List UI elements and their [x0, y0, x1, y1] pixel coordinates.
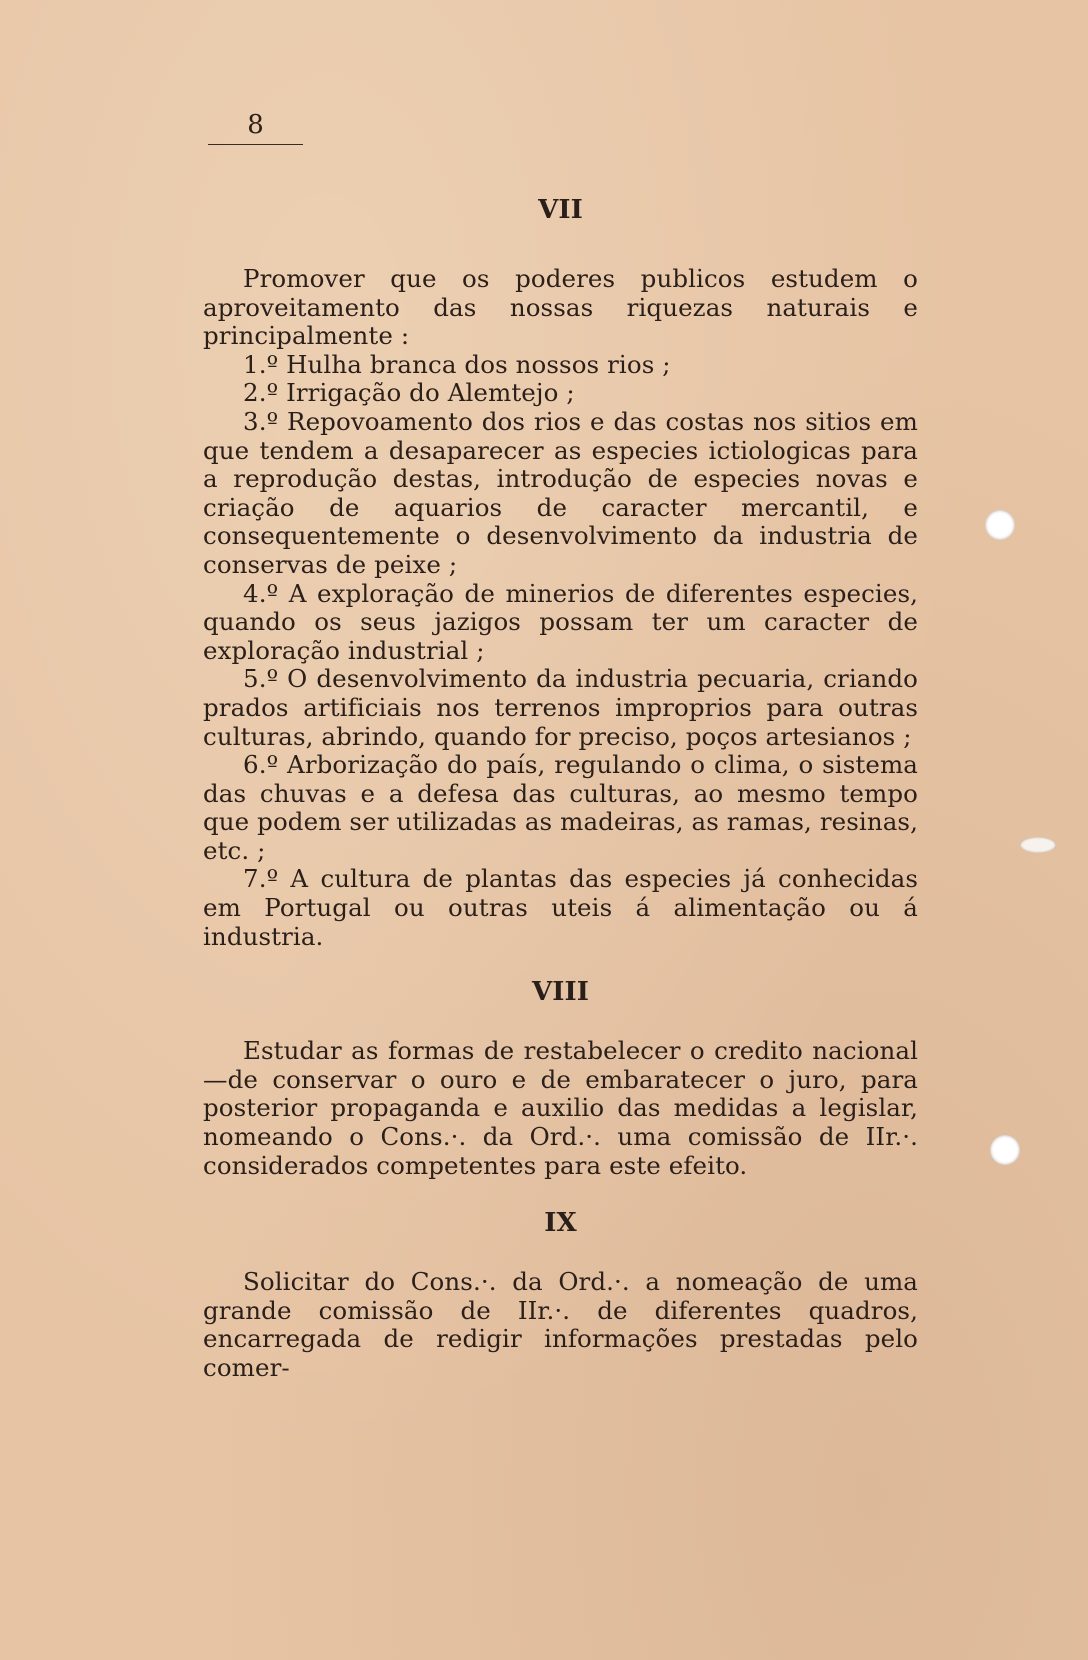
- binding-hole: [985, 510, 1015, 540]
- section-vii-intro: Promover que os poderes publicos estudem o aproveitamento das nossas riquezas naturais e principalmente :: [203, 264, 918, 351]
- list-item: 3.º Repovoamento dos rios e das costas nos sitios em que tendem a desaparecer as especies ictiologicas para a reprodução destas, introdução de especies novas e criação de aquarios de caracter mercantil, e consequentemente o desenvolvimento da industria de conservas de peixe ;: [203, 406, 918, 579]
- list-item: 1.º Hulha branca dos nossos rios ;: [243, 349, 671, 379]
- section-heading-vii: VII: [538, 195, 583, 225]
- section-ix-text: Solicitar do Cons.·. da Ord.·. a nomeação de uma grande comissão de IIr.·. de diferentes quadros, encarregada de redigir informações prestadas pelo comer-: [203, 1267, 918, 1382]
- text-column: [203, 195, 918, 1383]
- list-item: 5.º O desenvolvimento da industria pecuaria, criando prados artificiais nos terrenos improprios para outras culturas, abrindo, quando for preciso, poços artesianos ;: [203, 664, 918, 751]
- binding-hole: [990, 1135, 1020, 1165]
- list-item: 6.º Arborização do país, regulando o clima, o sistema das chuvas e a defesa das culturas, ao mesmo tempo que podem ser utilizadas as madeiras, as ramas, resinas, etc. ;: [203, 750, 918, 865]
- list-item: 2.º Irrigação do Alemtejo ;: [243, 378, 575, 408]
- binding-tear: [1020, 837, 1056, 853]
- section-heading-ix: IX: [544, 1208, 577, 1239]
- page-number: 8: [208, 110, 303, 145]
- section-vii: [203, 265, 918, 951]
- list-item: 7.º A cultura de plantas das especies já conhecidas em Portugal ou outras uteis á alimentação ou á industria.: [203, 864, 918, 951]
- list-item: 4.º A exploração de minerios de diferentes especies, quando os seus jazigos possam ter um caracter de exploração industrial ;: [203, 578, 918, 665]
- section-heading-viii: VIII: [531, 977, 590, 1008]
- section-viii-text: Estudar as formas de restabelecer o credito nacional—de conservar o ouro e de embaratecer o juro, para posterior propaganda e auxilio das medidas a legislar, nomeando o Cons.·. da Ord.·. uma comissão de IIr.·. considerados competentes para este efeito.: [203, 1036, 918, 1180]
